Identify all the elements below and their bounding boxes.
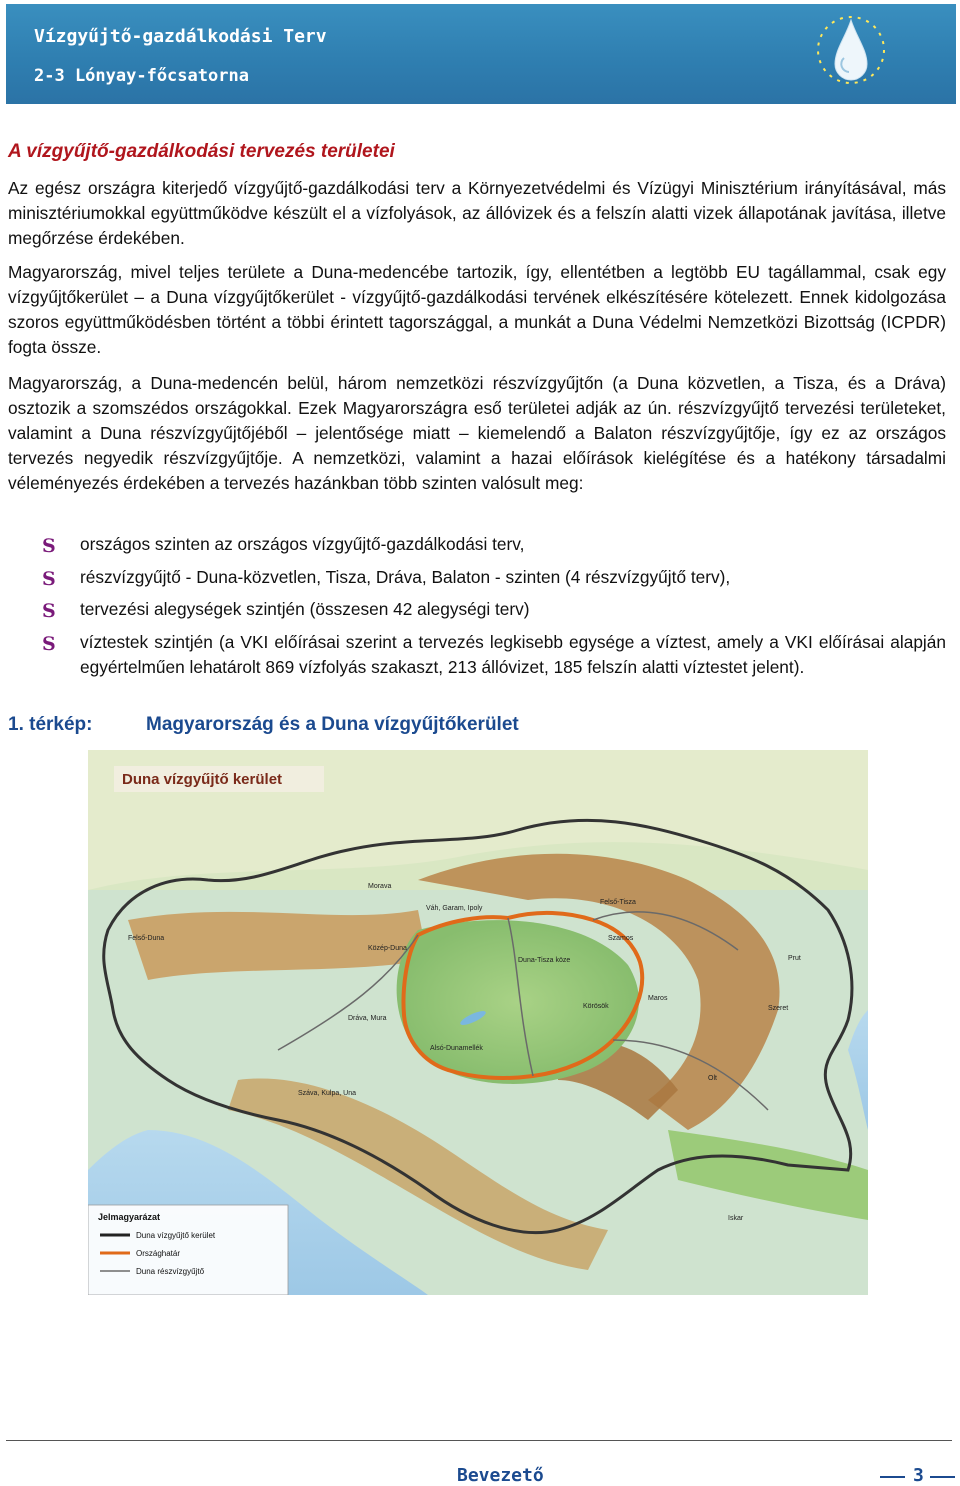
region-label: Közép-Duna [368,945,407,952]
region-label: Váh, Garam, Ipoly [426,905,483,912]
region-label: Iskar [728,1215,744,1222]
list-item: S víztestek szintjén (a VKI előírásai szerint a tervezés legkisebb egysége a víztest, amely a VKI előírásai alapján egyértelműen lehatárolt 869 vízfolyás szakaszt, 213 állóvizet, 185 felszín alatti víztestet jelent). [42,632,946,677]
region-label: Dráva, Mura [348,1015,387,1022]
hungary-paragraph: Magyarország, mivel teljes területe a Duna-medencébe tartozik, így, ellentétben a legtöbb EU tagállammal, csak egy vízgyűjtőkerület – a Duna vízgyűjtőkerület - vízgyűjtő-gazdálkodási tervének elkészítésére kötelezett. Ennek kidolgozása szoros együttműködésben történt a többi érintett tagországgal, a munkát a Duna Védelmi Nemzetközi Bizottság (ICPDR) fogta össze. [8,262,946,357]
legend-item: Országhatár [136,1249,181,1258]
bullet-marker: S [42,600,56,622]
region-label: Körösök [583,1003,609,1010]
list-item: S részvízgyűjtő - Duna-közvetlen, Tisza, Dráva, Balaton - szinten (4 részvízgyűjtő terv), [42,567,731,590]
eu-water-drop-logo [811,10,891,90]
subbasin-paragraph: Magyarország, a Duna-medencén belül, három nemzetközi részvízgyűjtőn (a Duna közvetlen, a Tisza, és a Dráva) osztozik a szomszédos országokkal. Ezek Magyarországra eső területei adják az ún. részvízgyűjtő tervezési területeket, valamint a Duna részvízgyűjtőjéből – jelentősége miatt – kiemelendő a Balaton részvízgyűjtője, így ez az országos tervezés negyedik részvízgyűjtője. A nemzetközi, valamint a hazai előírások kielégítése és a hatékony társadalmi véleményezés érdekében a tervezés hazánkban több szinten valósult meg: [8,373,946,493]
region-label: Szamos [608,935,634,942]
region-label: Maros [648,995,668,1002]
legend-item: Duna vízgyűjtő kerület [136,1231,216,1240]
page-number: 3 [913,1465,924,1486]
figure-number: 1. térkép: [8,714,93,735]
footer-dash [930,1476,955,1478]
region-label: Alsó-Dunamellék [430,1045,483,1052]
bullet-marker: S [42,633,56,655]
region-label: Szeret [768,1005,789,1012]
map-legend [88,1205,288,1295]
legend-title: Jelmagyarázat [98,1212,161,1222]
region-label: Száva, Kulpa, Una [298,1090,356,1097]
bullet-marker: S [42,568,56,590]
danube-basin-map [88,750,868,1295]
page-header [6,4,956,104]
list-item: S országos szinten az országos vízgyűjtő-gazdálkodási terv, [42,534,525,557]
footer-section: Bevezető [457,1465,544,1486]
footer-dash [880,1476,905,1478]
document-subtitle: 2-3 Lónyay-főcsatorna [34,66,249,86]
list-item: S tervezési alegységek szintjén (összesen 42 alegységi terv) [42,599,530,622]
figure-caption: Magyarország és a Duna vízgyűjtőkerület [146,714,519,735]
map-title: Duna vízgyűjtő kerület [122,771,283,788]
region-label: Olt [708,1075,717,1082]
region-label: Felső-Tisza [600,899,636,906]
region-label: Morava [368,883,392,890]
region-label: Duna-Tisza köze [518,957,571,964]
intro-paragraph: Az egész országra kiterjedő vízgyűjtő-gazdálkodási terv a Környezetvédelmi és Vízügyi Minisztérium irányításával, más minisztériumokkal együttműködve készült el a vízfolyások, az állóvizek és a felszín alatti vizek állapotának javítása, illetve megőrzése érdekében. [8,178,946,248]
bullet-marker: S [42,535,56,557]
region-label: Prut [788,955,801,962]
region-label: Felső-Duna [128,935,165,942]
footer-divider [6,1440,952,1441]
legend-item: Duna részvízgyűjtő [136,1267,205,1276]
section-title: A vízgyűjtő-gazdálkodási tervezés területei [8,141,395,162]
document-title: Vízgyűjtő-gazdálkodási Terv [34,26,327,47]
